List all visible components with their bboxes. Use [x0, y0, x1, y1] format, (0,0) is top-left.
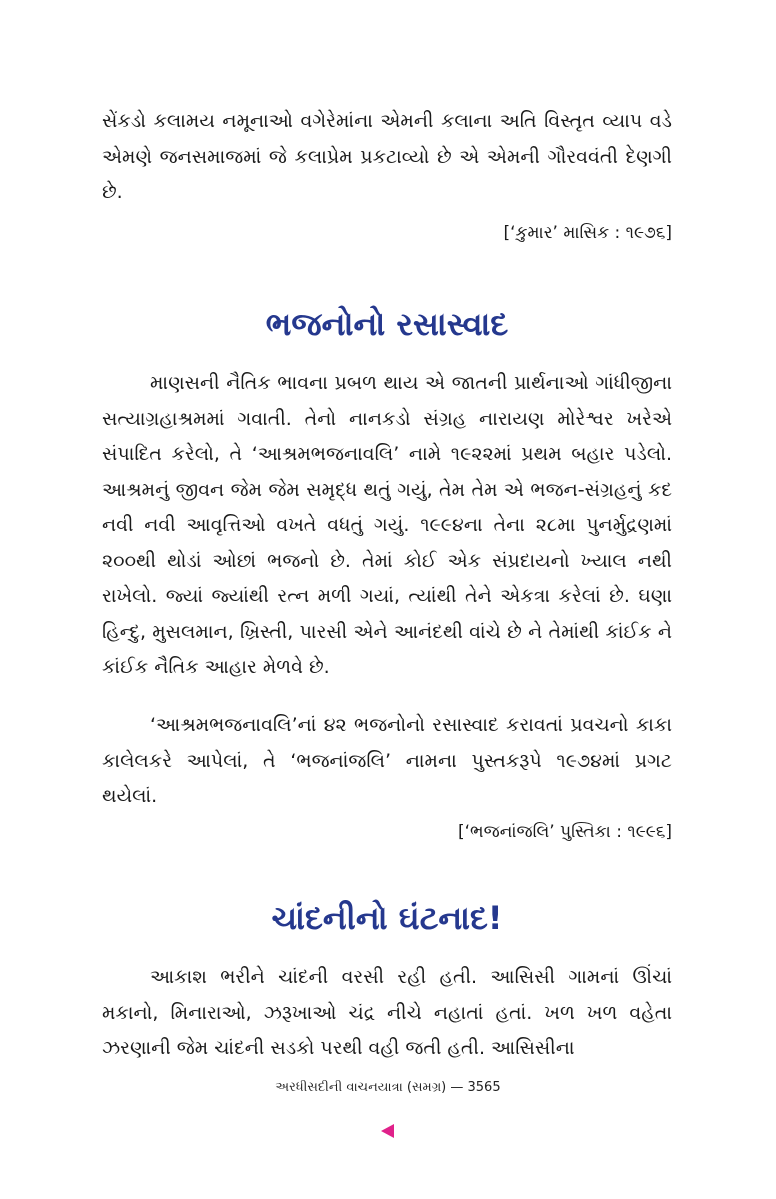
section-1-paragraph-2: ‘આશ્રમભજનાવલિ’નાં ૪૨ ભજનોનો રસાસ્વાદ કરાવતાં પ્રવચનો કાકા કાલેલકરે આપેલાં, તે ‘ભજનાંજલિ’ નામના પુસ્તકરૂપે ૧૯૭૪માં પ્રગટ થયેલાં.	[102, 714, 672, 807]
section-title-chandni: ચાંદનીનો ઘંટનાદ!	[271, 899, 503, 937]
source-citation-2: [‘ભજનાંજલિ’ પુસ્તિકા : ૧૯૯૬]	[457, 822, 672, 842]
source-citation-1: [‘કુમાર’ માસિક : ૧૯૭૬]	[503, 223, 672, 243]
triangle-left-icon[interactable]	[381, 1124, 394, 1138]
paragraph-top: સેંકડો કલામય નમૂનાઓ વગેરેમાંના એમની કલાના અતિ વિસ્તૃત વ્યાપ વડે એમણે જનસમાજમાં જે કલાપ્રેમ પ્રકટાવ્યો છે એ એમની ગૌરવવંતી દેણગી છે.	[102, 110, 672, 203]
section-1-paragraph-1: માણસની નૈતિક ભાવના પ્રબળ થાય એ જાતની પ્રાર્થનાઓ ગાંધીજીના સત્યાગ્રહાશ્રમમાં ગવાતી. તેનો નાનકડો સંગ્રહ નારાયણ મોરેશ્વર ખરેએ સંપાદિત કરેલો, તે ‘આશ્રમભજનાવલિ’ નામે ૧૯૨૨માં પ્રથમ બહાર પડેલો. આશ્રમનું જીવન જેમ જેમ સમૃદ્ધ થતું ગયું, તેમ તેમ એ ભજન-સંગ્રહનું કદ નવી નવી આવૃત્તિઓ વખતે વધતું ગયું. ૧૯૯૪ના તેના ૨૮મા પુનર્મુદ્રણમાં ૨૦૦થી થોડાં ઓછાં ભજનો છે. તેમાં કોઈ એક સંપ્રદાયનો ખ્યાલ નથી રાખેલો. જ્યાં જ્યાંથી રત્ન મળી ગયાં, ત્યાંથી તેને એકત્રા કરેલાં છે. ઘણા હિન્દુ, મુસલમાન, ખ્રિસ્તી, પારસી એને આનંદથી વાંચે છે ને તેમાંથી કાંઈક ને કાંઈક નૈતિક આહાર મેળવે છે.	[102, 372, 672, 678]
page-footer: અરધીસદીની વાચનયાત્રા (સમગ્ર) — 3565	[275, 1080, 501, 1095]
section-title-bhajano: ભજનોનો રસાસ્વાદ	[265, 305, 509, 343]
page-content	[102, 0, 672, 1199]
section-2-paragraph-1: આકાશ ભરીને ચાંદની વરસી રહી હતી. આસિસી ગામનાં ઊંચાં મકાનો, મિનારાઓ, ઝરૂખાઓ ચંદ્ર નીચે નહાતાં હતાં. ખળ ખળ વહેતા ઝરણાની જેમ ચાંદની સડકો પરથી વહી જતી હતી. આસિસીના	[102, 966, 672, 1059]
